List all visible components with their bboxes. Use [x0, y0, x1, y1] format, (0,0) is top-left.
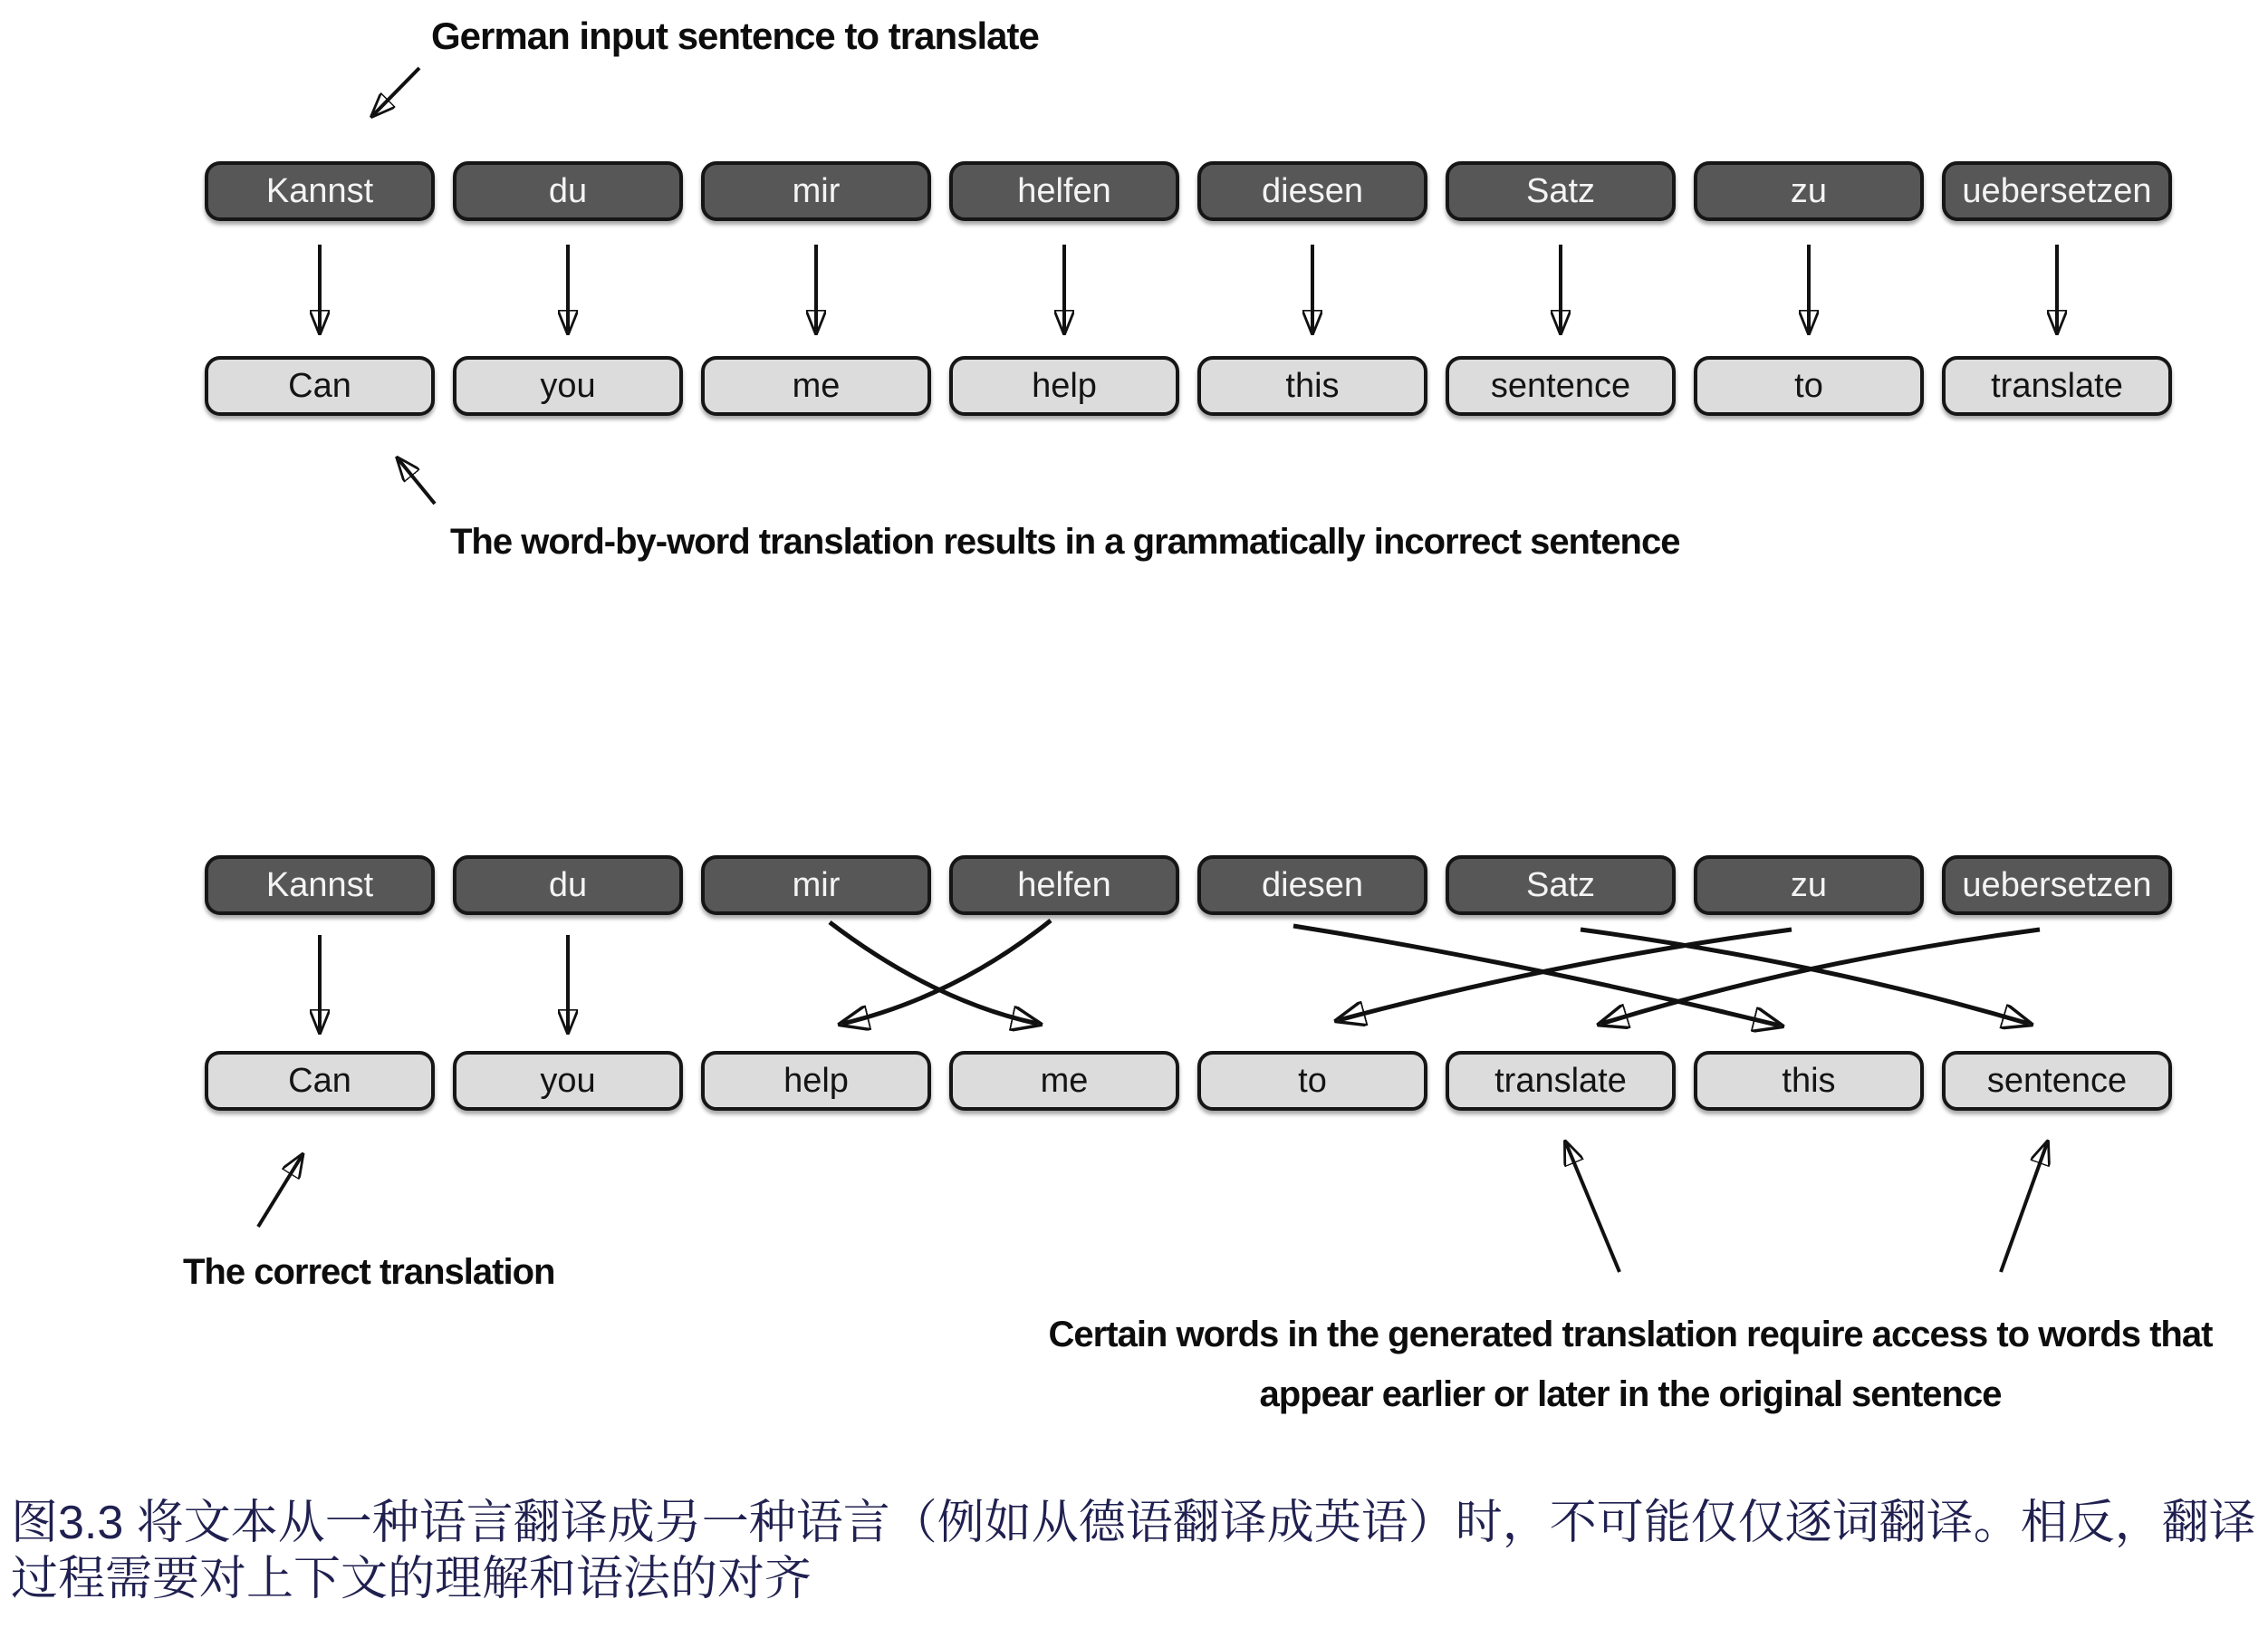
annotation-context-access: Certain words in the generated translation require access to words that appear earlier or later in the original sentence — [1048, 1315, 2213, 1414]
annotation-correct-translation: The correct translation — [183, 1252, 555, 1292]
german-word-box: du — [453, 161, 683, 221]
english-word-box: me — [701, 356, 931, 416]
arrow-annotation-to-german-row — [373, 68, 419, 115]
german-word-box: Kannst — [205, 855, 435, 915]
english-word-box: you — [453, 1051, 683, 1111]
german-word-box: zu — [1694, 161, 1924, 221]
arrow-annotation-to-sentence-box — [2001, 1143, 2047, 1272]
german-word-box: diesen — [1197, 855, 1427, 915]
english-word-box: Can — [205, 356, 435, 416]
annotation-german-input: German input sentence to translate — [431, 14, 1039, 57]
english-word-box: sentence — [1446, 356, 1676, 416]
english-word-box: this — [1197, 356, 1427, 416]
english-word-box: help — [701, 1051, 931, 1111]
english-word-box: me — [949, 1051, 1179, 1111]
german-word-box: diesen — [1197, 161, 1427, 221]
german-word-box: helfen — [949, 855, 1179, 915]
german-word-box: uebersetzen — [1942, 161, 2172, 221]
german-word-box: mir — [701, 855, 931, 915]
arrow-annotation-to-translate-box — [1566, 1143, 1619, 1272]
german-word-box: Satz — [1446, 855, 1676, 915]
english-word-box: sentence — [1942, 1051, 2172, 1111]
german-word-box: Satz — [1446, 161, 1676, 221]
figure-caption: 图3.3 将文本从一种语言翻译成另一种语言（例如从德语翻译成英语）时，不可能仅仅逐词翻译。相反，翻译过程需要对上下文的理解和语法的对齐 — [11, 1497, 2256, 1605]
english-word-box: you — [453, 356, 683, 416]
english-word-box: translate — [1446, 1051, 1676, 1111]
english-word-box: help — [949, 356, 1179, 416]
english-word-box: Can — [205, 1051, 435, 1111]
arrow-annotation-to-can-bottom — [258, 1156, 302, 1227]
english-word-box: to — [1197, 1051, 1427, 1111]
german-word-box: zu — [1694, 855, 1924, 915]
arrow-helfen-to-help-cross — [842, 920, 1051, 1024]
german-word-box: mir — [701, 161, 931, 221]
annotation-word-by-word: The word-by-word translation results in a grammatically incorrect sentence — [450, 522, 1680, 562]
english-word-box: this — [1694, 1051, 1924, 1111]
english-word-box: translate — [1942, 356, 2172, 416]
arrow-annotation-to-can-box — [399, 459, 435, 504]
german-word-box: du — [453, 855, 683, 915]
arrow-mir-to-me-cross — [830, 922, 1038, 1024]
german-word-box: uebersetzen — [1942, 855, 2172, 915]
german-word-box: helfen — [949, 161, 1179, 221]
english-word-box: to — [1694, 356, 1924, 416]
german-word-box: Kannst — [205, 161, 435, 221]
